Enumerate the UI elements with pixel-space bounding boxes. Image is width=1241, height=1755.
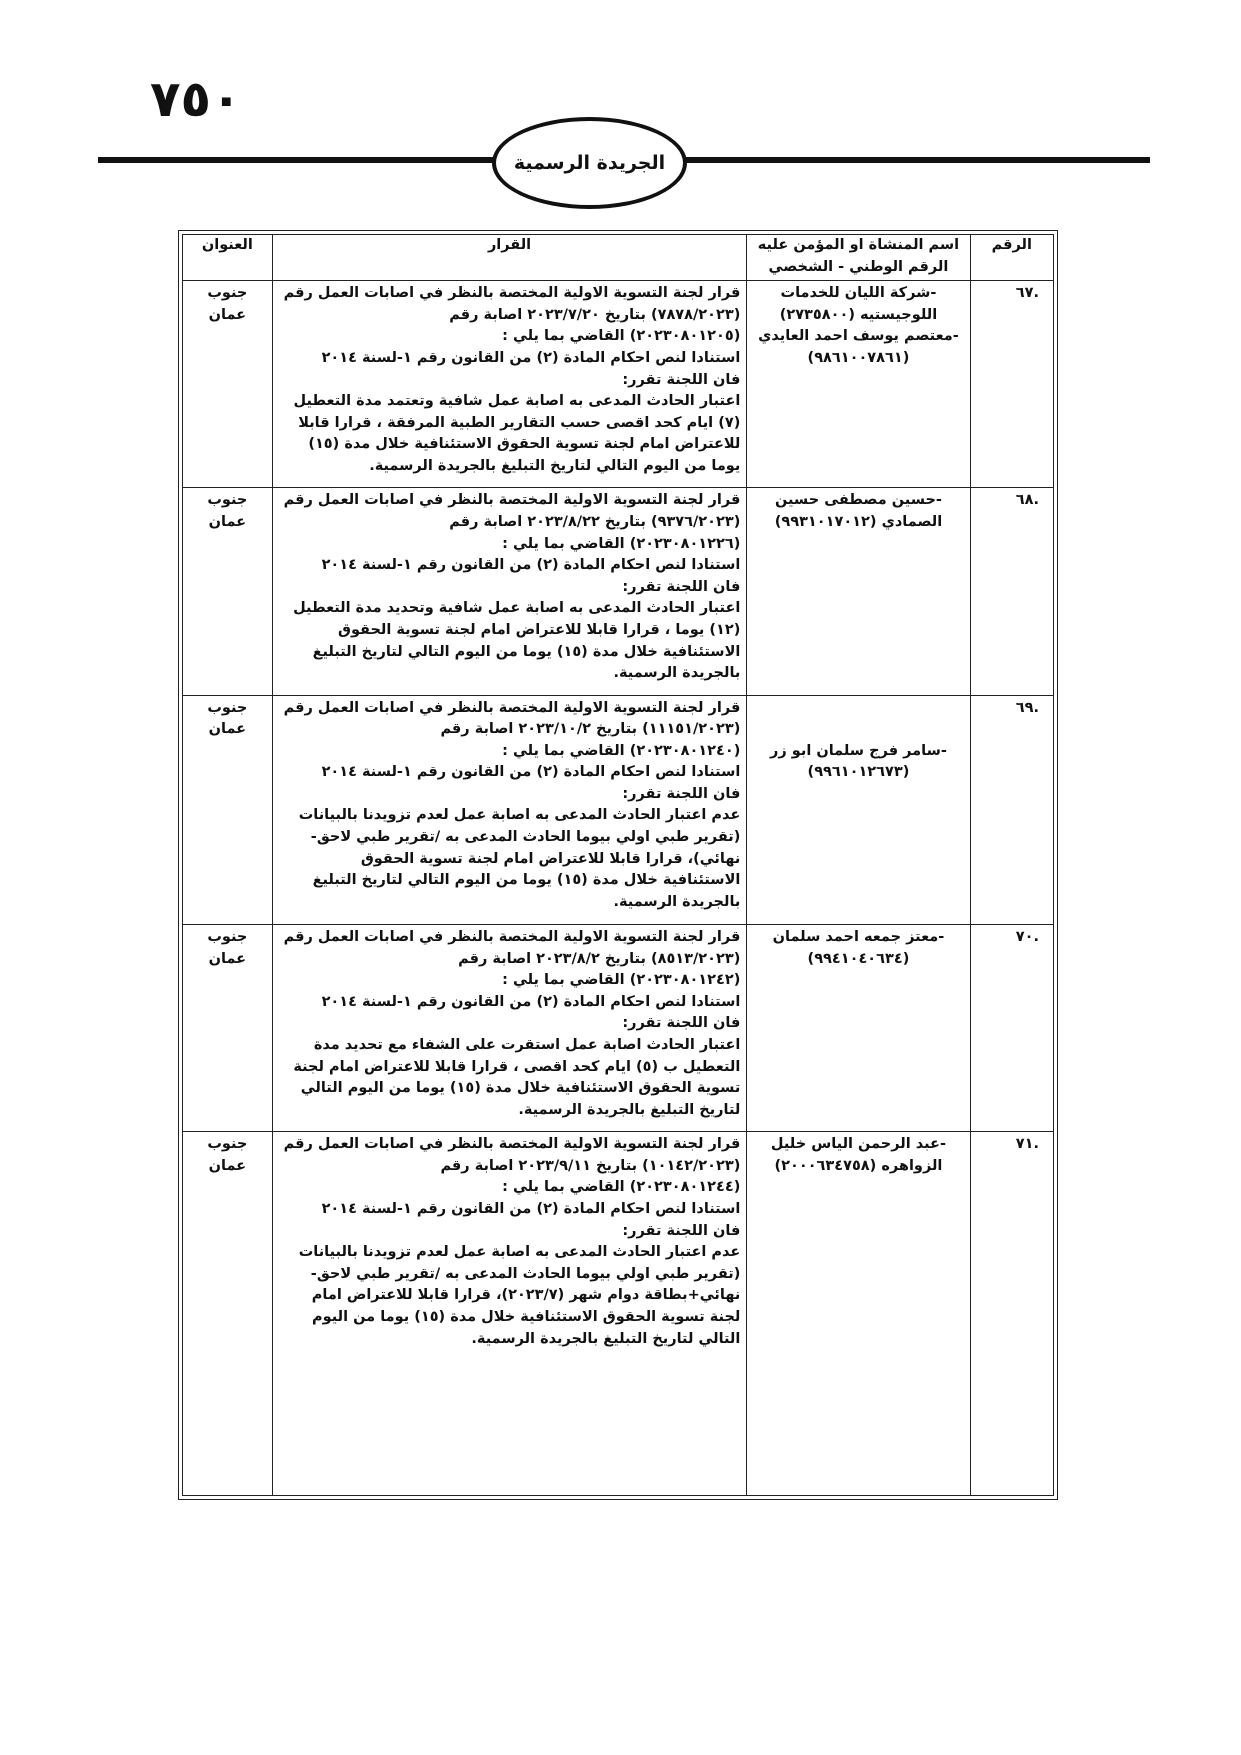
address-line: عمان xyxy=(208,950,247,967)
decision-line: التعطيل ب (٥) ايام كحد اقصى ، قرارا قابلا للاعتراض امام لجنة xyxy=(293,1058,741,1075)
row-decision xyxy=(272,925,747,1132)
decision-line: عدم اعتبار الحادث المدعى به اصابة عمل لعدم تزويدنا بالبيانات xyxy=(298,807,741,824)
decision-line: للاعتراض امام لجنة تسوية الحقوق الاستئنافية خلال مدة (١٥) xyxy=(308,436,741,453)
row-decision xyxy=(272,281,747,488)
decision-line: قرار لجنة التسوية الاولية المختصة بالنظر في اصابات العمل رقم xyxy=(283,929,741,946)
decision-line: نهائي+بطاقة دوام شهر (٢٠٢٣/٧)، قرارا قابلا للاعتراض امام xyxy=(311,1287,741,1304)
row-number: .٧٠ xyxy=(970,925,1053,1132)
decision-line: (٢٠٢٣٠٨٠١٢٤٤) القاضي بما يلي : xyxy=(502,1179,741,1196)
row-address xyxy=(183,925,273,1132)
decision-line: (تقرير طبي اولي بيوما الحادث المدعى به /تقرير طبي لاحق- xyxy=(310,1265,741,1282)
decision-line: استنادا لنص احكام المادة (٢) من القانون رقم ١-لسنة ٢٠١٤ xyxy=(321,349,741,366)
decision-line: (٧) ايام كحد اقصى حسب التقارير الطبية المرفقة ، قرارا قابلا xyxy=(298,414,741,431)
row-number: .٦٩ xyxy=(970,695,1053,925)
name-line: -حسين مصطفى حسين xyxy=(774,492,942,509)
decision-line: التالي لتاريخ التبليغ بالجريدة الرسمية. xyxy=(471,1330,741,1347)
masthead-title: الجريدة الرسمية xyxy=(492,117,687,209)
address-line: عمان xyxy=(208,721,247,738)
row-address xyxy=(183,1132,273,1496)
decision-line: استنادا لنص احكام المادة (٢) من القانون رقم ١-لسنة ٢٠١٤ xyxy=(321,557,741,574)
decision-line: قرار لجنة التسوية الاولية المختصة بالنظر في اصابات العمل رقم xyxy=(283,699,741,716)
row-address xyxy=(183,695,273,925)
name-line: -معتصم يوسف احمد العايدي xyxy=(758,328,959,345)
header-decision: القرار xyxy=(272,235,747,281)
decision-line: لتاريخ التبليغ بالجريدة الرسمية. xyxy=(518,1101,741,1118)
decision-line: قرار لجنة التسوية الاولية المختصة بالنظر في اصابات العمل رقم xyxy=(283,492,741,509)
name-line: الصمادي (٩٩٣١٠١٧٠١٢) xyxy=(774,513,943,530)
decision-line: (٢٠٢٣٠٨٠١٢٤٢) القاضي بما يلي : xyxy=(502,972,741,989)
decisions-table xyxy=(182,234,1054,1496)
decision-line: بالجريدة الرسمية. xyxy=(613,665,741,682)
header-address: العنوان xyxy=(183,235,273,281)
name-line: (٩٨٦١٠٠٧٨٦١) xyxy=(807,349,910,366)
table-header-row xyxy=(183,235,1054,281)
address-line: جنوب xyxy=(207,929,248,946)
row-address xyxy=(183,281,273,488)
decision-line: (٩٣٧٦/٢٠٢٣) بتاريخ ٢٠٢٣/٨/٢٢ اصابة رقم xyxy=(449,513,741,530)
table-row xyxy=(183,488,1054,695)
decision-line: الاستئنافية خلال مدة (١٥) يوما من اليوم التالي لتاريخ التبليغ xyxy=(312,872,741,889)
row-number: .٧١ xyxy=(970,1132,1053,1496)
row-address xyxy=(183,488,273,695)
page-number: ٧٥٠ xyxy=(150,70,242,128)
name-line xyxy=(753,698,963,720)
decision-line: فان اللجنة تقرر: xyxy=(622,785,741,802)
header-number: الرقم xyxy=(970,235,1053,281)
decision-line: اعتبار الحادث المدعى به اصابة عمل شافية وتحديد مدة التعطيل xyxy=(293,600,741,617)
row-number: .٦٧ xyxy=(970,281,1053,488)
row-insured-name xyxy=(747,1132,970,1496)
table-row xyxy=(183,695,1054,925)
name-line: الزواهره (٢٠٠٠٦٣٤٧٥٨) xyxy=(774,1157,943,1174)
decision-line: (١٠١٤٢/٢٠٢٣) بتاريخ ٢٠٢٣/٩/١١ اصابة رقم xyxy=(440,1157,741,1174)
table-row xyxy=(183,1132,1054,1496)
name-line: (٩٩٦١٠١٢٦٧٣) xyxy=(807,764,910,781)
decision-line: فان اللجنة تقرر: xyxy=(622,371,741,388)
decision-line: فان اللجنة تقرر: xyxy=(622,1015,741,1032)
decision-line: اعتبار الحادث اصابة عمل استقرت على الشفاء مع تحديد مدة xyxy=(313,1037,741,1054)
decision-line: (٢٠٢٣٠٨٠١٢٢٦) القاضي بما يلي : xyxy=(502,535,741,552)
decision-line: (٧٨٧٨/٢٠٢٣) بتاريخ ٢٠٢٣/٧/٢٠ اصابة رقم xyxy=(449,306,741,323)
header-name: اسم المنشاة او المؤمن عليه الرقم الوطني - الشخصي xyxy=(747,235,970,281)
name-line: (٩٩٤١٠٤٠٦٣٤) xyxy=(807,950,910,967)
decision-line: عدم اعتبار الحادث المدعى به اصابة عمل لعدم تزويدنا بالبيانات xyxy=(298,1244,741,1261)
decision-line: تسوية الحقوق الاستئنافية خلال مدة (١٥) يوما من اليوم التالي xyxy=(300,1080,741,1097)
decision-line: استنادا لنص احكام المادة (٢) من القانون رقم ١-لسنة ٢٠١٤ xyxy=(321,764,741,781)
address-line: جنوب xyxy=(207,1136,248,1153)
name-line: -معتز جمعه احمد سلمان xyxy=(772,929,945,946)
decision-line: يوما من اليوم التالي لتاريخ التبليغ بالجريدة الرسمية. xyxy=(369,457,741,474)
decision-line: (١٢) يوما ، قرارا قابلا للاعتراض امام لجنة تسوية الحقوق xyxy=(337,621,741,638)
table-row xyxy=(183,281,1054,488)
row-insured-name xyxy=(747,925,970,1132)
address-line: عمان xyxy=(208,1157,247,1174)
address-line: جنوب xyxy=(207,285,248,302)
decision-line: بالجريدة الرسمية. xyxy=(613,893,741,910)
decision-line: قرار لجنة التسوية الاولية المختصة بالنظر في اصابات العمل رقم xyxy=(283,285,741,302)
name-line: -شركة الليان للخدمات xyxy=(780,285,937,302)
decision-line: الاستئنافية خلال مدة (١٥) يوما من اليوم التالي لتاريخ التبليغ xyxy=(312,643,741,660)
name-line: -سامر فرج سلمان ابو زر xyxy=(770,742,947,759)
name-line xyxy=(753,719,963,741)
decision-line: استنادا لنص احكام المادة (٢) من القانون رقم ١-لسنة ٢٠١٤ xyxy=(321,993,741,1010)
decision-line: (١١١٥١/٢٠٢٣) بتاريخ ٢٠٢٣/١٠/٢ اصابة رقم xyxy=(440,721,741,738)
decision-line: (٢٠٢٣٠٨٠١٢٠٥) القاضي بما يلي : xyxy=(502,328,741,345)
name-line: اللوجيستيه (٢٧٣٥٨٠٠) xyxy=(779,306,938,323)
row-number: .٦٨ xyxy=(970,488,1053,695)
address-line: عمان xyxy=(208,513,247,530)
address-line: جنوب xyxy=(207,492,248,509)
decision-line: نهائي)، قرارا قابلا للاعتراض امام لجنة تسوية الحقوق xyxy=(360,850,741,867)
decision-line: (٨٥١٣/٢٠٢٣) بتاريخ ٢٠٢٣/٨/٢ اصابة رقم xyxy=(458,950,741,967)
decision-line: (٢٠٢٣٠٨٠١٢٤٠) القاضي بما يلي : xyxy=(502,742,741,759)
decision-line: (تقرير طبي اولي بيوما الحادث المدعى به /تقرير طبي لاحق- xyxy=(310,829,741,846)
row-decision xyxy=(272,488,747,695)
row-insured-name xyxy=(747,281,970,488)
decision-line: اعتبار الحادث المدعى به اصابة عمل شافية وتعتمد مدة التعطيل xyxy=(293,393,741,410)
row-decision xyxy=(272,1132,747,1496)
address-line: عمان xyxy=(208,306,247,323)
address-line: جنوب xyxy=(207,699,248,716)
decision-line: قرار لجنة التسوية الاولية المختصة بالنظر في اصابات العمل رقم xyxy=(283,1136,741,1153)
decision-line: فان اللجنة تقرر: xyxy=(622,1222,741,1239)
decision-line: فان اللجنة تقرر: xyxy=(622,578,741,595)
row-decision xyxy=(272,695,747,925)
row-insured-name xyxy=(747,488,970,695)
name-line: -عبد الرحمن الياس خليل xyxy=(770,1136,946,1153)
decision-line: لجنة تسوية الحقوق الاستئنافية خلال مدة (١٥) يوما من اليوم xyxy=(312,1309,741,1325)
table-row xyxy=(183,925,1054,1132)
decision-line: استنادا لنص احكام المادة (٢) من القانون رقم ١-لسنة ٢٠١٤ xyxy=(321,1201,741,1218)
row-insured-name xyxy=(747,695,970,925)
decisions-table-frame xyxy=(178,230,1058,1500)
